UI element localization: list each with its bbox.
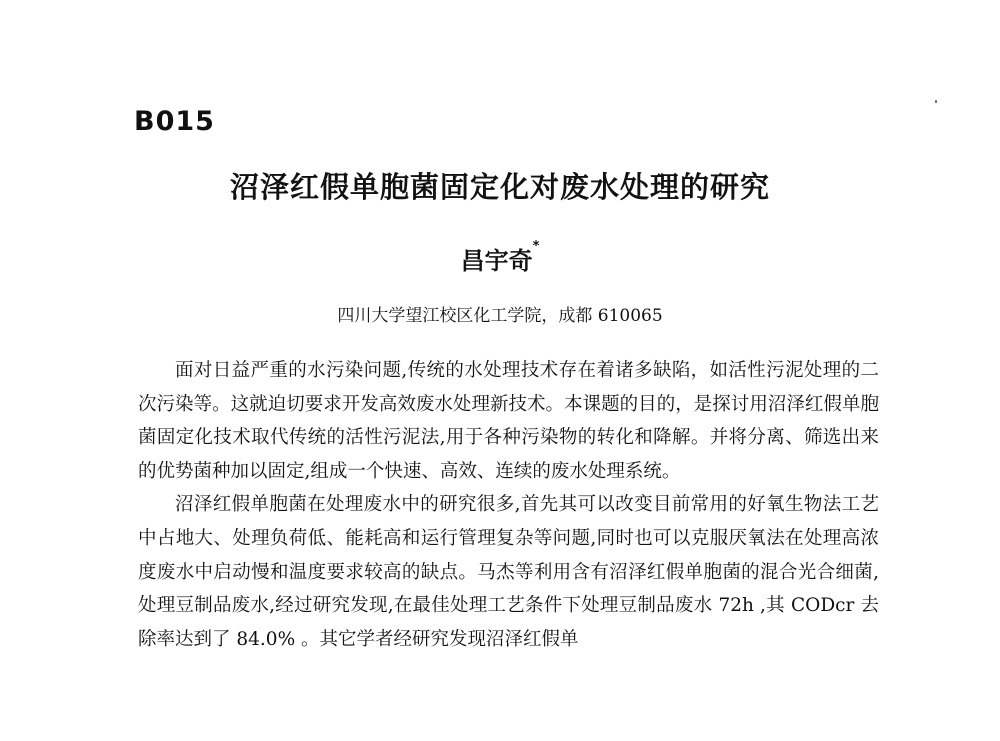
author-footnote-mark: * [532, 239, 540, 254]
author-line [0, 241, 1000, 276]
author-name: 昌宇奇 [460, 247, 533, 275]
paragraph-1: 面对日益严重的水污染问题,传统的水处理技术存在着诸多缺陷，如活性污泥处理的二次污染等。这就迫切要求开发高效废水处理新技术。本课题的目的，是探讨用沼泽红假单胞菌固定化技术取代传统的活性污泥法,用于各种污染物的转化和降解。并将分离、筛选出来的优势菌种加以固定,组成一个快速、高效、连续的废水处理系统。 [138, 360, 879, 482]
paper-code: B015 [134, 106, 215, 137]
affiliation: 四川大学望江校区化工学院，成都 610065 [337, 306, 663, 326]
body-text [138, 354, 879, 656]
paper-title: 沼泽红假单胞菌固定化对废水处理的研究 [229, 170, 770, 204]
paragraph-2: 沼泽红假单胞菌在处理废水中的研究很多,首先其可以改变目前常用的好氧生物法工艺中占地大、处理负荷低、能耗高和运行管理复杂等问题,同时也可以克服厌氧法在处理高浓度废水中启动慢和温度要求较高的缺点。马杰等利用含有沼泽红假单胞菌的混合光合细菌,处理豆制品废水,经过研究发现,在最佳处理工艺条件下处理豆制品废水 72h ,其 CODcr 去除率达到了 84.0% 。其它学者经研究发现沼泽红假单 [138, 494, 879, 650]
scan-speck [935, 100, 937, 103]
